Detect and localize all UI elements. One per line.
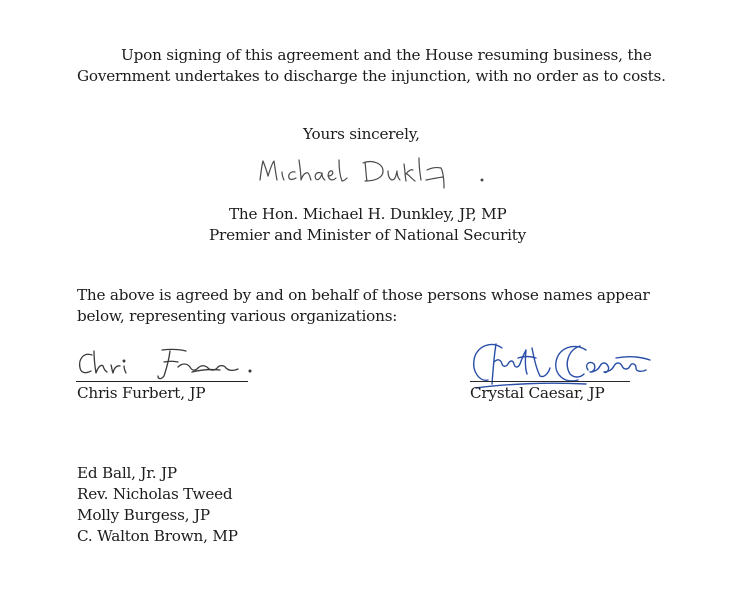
other-signatory: Molly Burgess, JP — [77, 506, 210, 524]
premier-signature — [255, 152, 495, 196]
signatory-title: Premier and Minister of National Security — [209, 226, 527, 244]
caesar-signature-line — [470, 381, 630, 382]
furbert-name: Chris Furbert, JP — [77, 384, 206, 402]
agreement-line-1: The above is agreed by and on behalf of those persons whose names appear — [77, 286, 650, 304]
furbert-signature-line — [76, 381, 248, 382]
other-signatory: Ed Ball, Jr. JP — [77, 464, 177, 482]
paragraph-line-2: Government undertakes to discharge the injunction, with no order as to costs. — [77, 67, 666, 85]
furbert-signature — [74, 343, 264, 383]
signatory-name: The Hon. Michael H. Dunkley, JP, MP — [229, 205, 507, 223]
other-signatory: C. Walton Brown, MP — [77, 527, 238, 545]
other-signatory: Rev. Nicholas Tweed — [77, 485, 233, 503]
caesar-name: Crystal Caesar, JP — [470, 384, 605, 402]
paragraph-line-1: Upon signing of this agreement and the House resuming business, the — [121, 46, 652, 64]
agreement-line-2: below, representing various organizations: — [77, 307, 398, 325]
closing-salutation: Yours sincerely, — [303, 125, 420, 143]
